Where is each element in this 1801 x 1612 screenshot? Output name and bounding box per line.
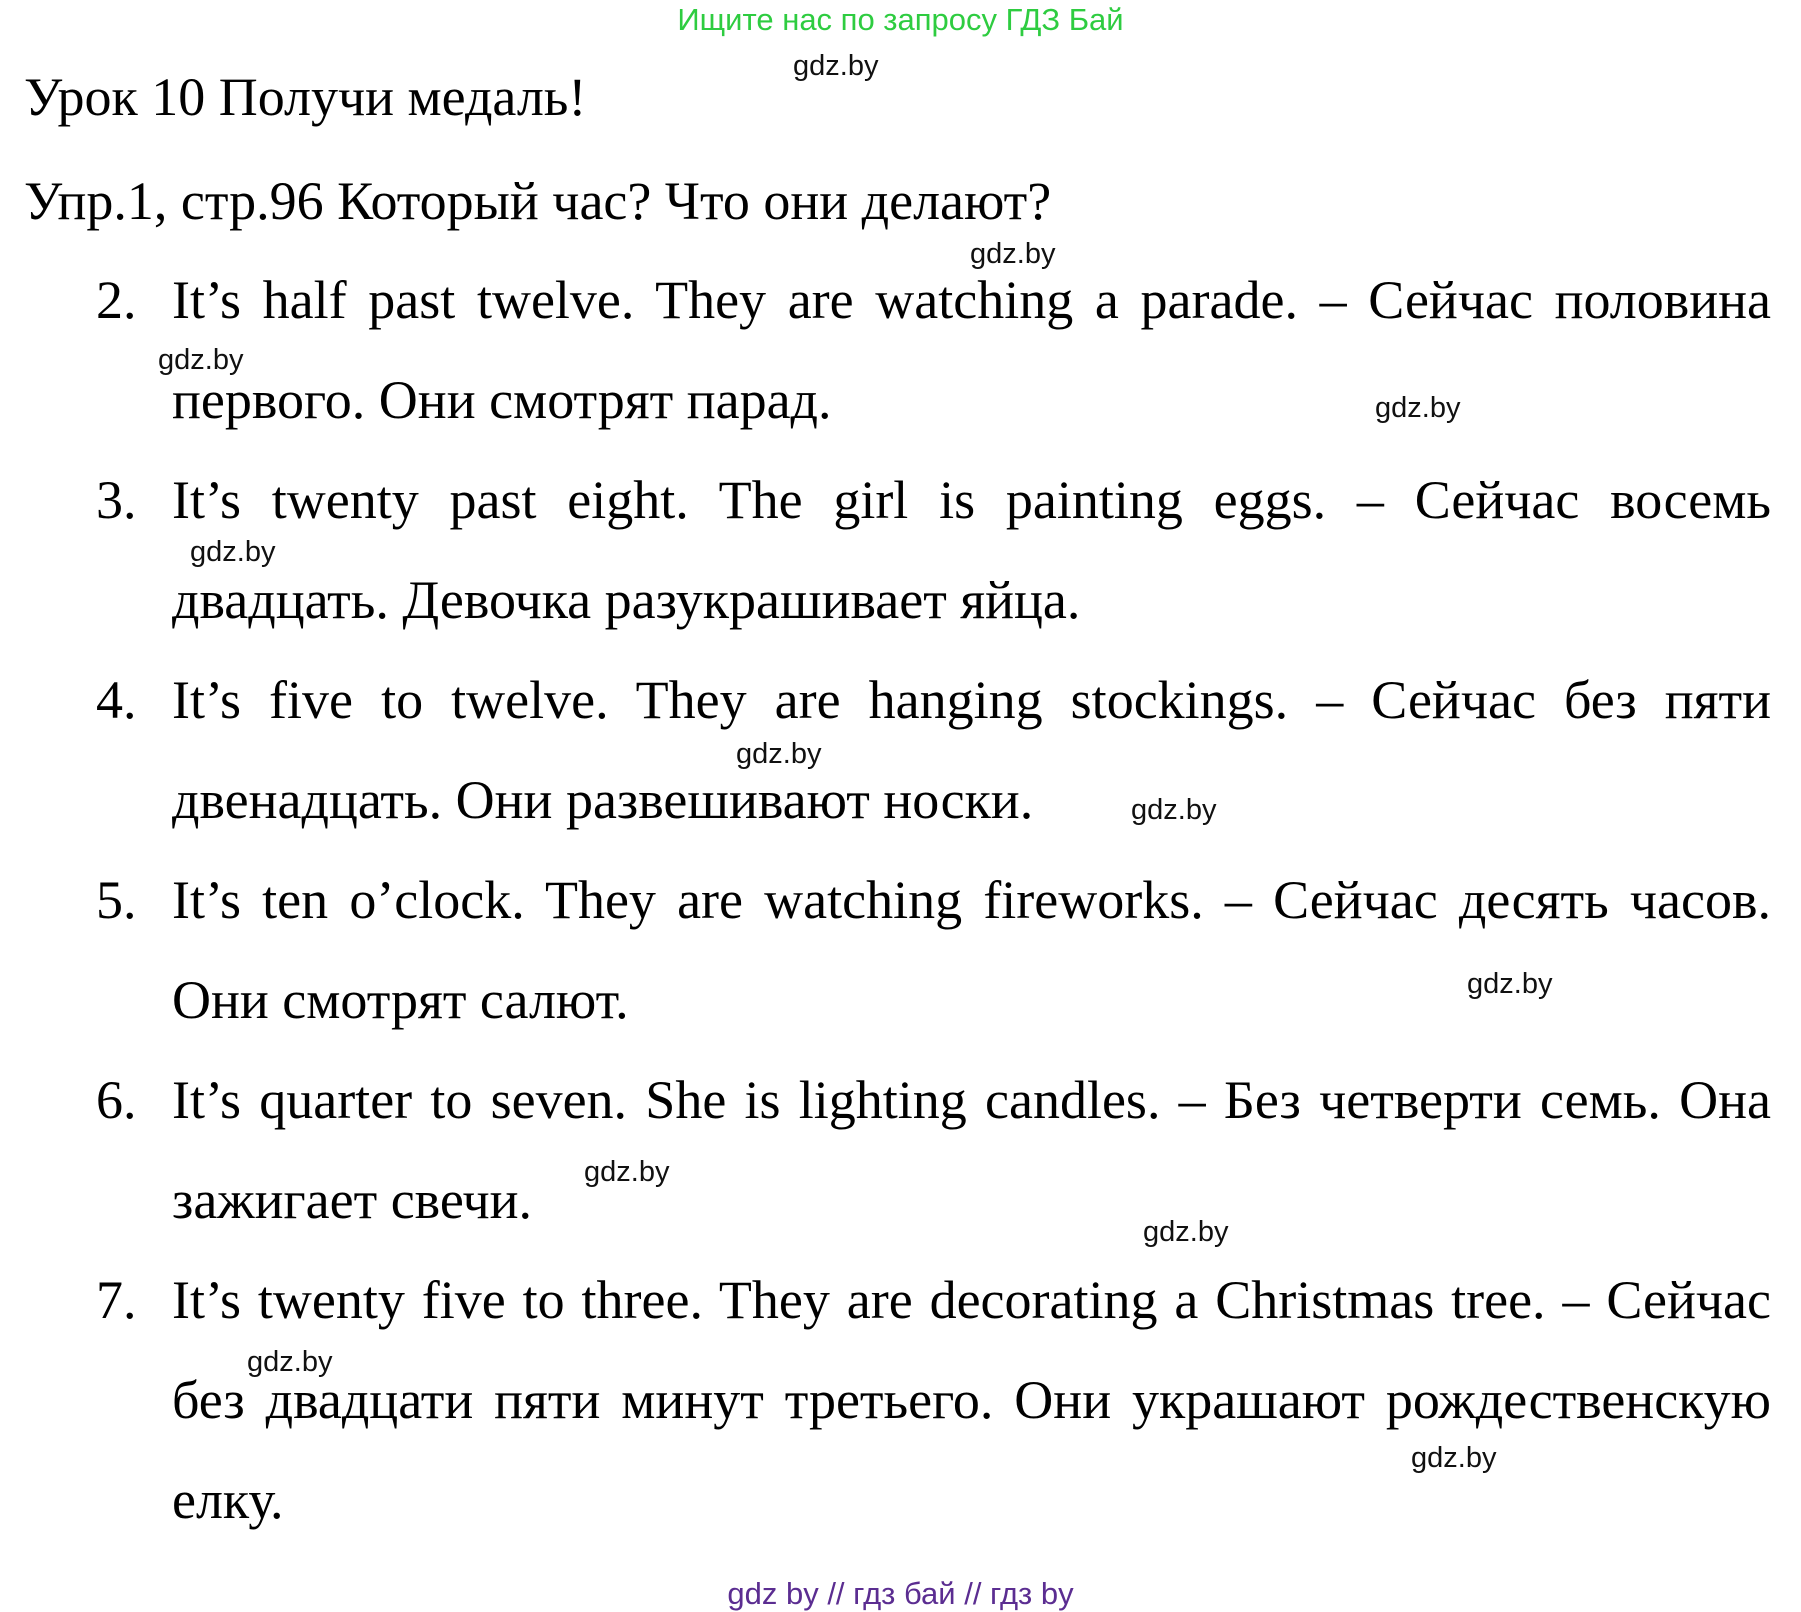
watermark: gdz.by bbox=[1143, 1216, 1229, 1248]
item-number: 3. bbox=[96, 470, 137, 530]
item-text: It’s twenty five to three. They are decorating a Christmas tree. – Сейчас без двадцати пяти минут третьего. Они украшают рождественскую елку. bbox=[172, 1270, 1771, 1530]
item-number: 2. bbox=[96, 270, 137, 330]
item-number: 7. bbox=[96, 1270, 137, 1330]
item-text: It’s ten o’clock. They are watching fireworks. – Сейчас десять часов. Они смотрят салют. bbox=[172, 870, 1771, 1030]
item-text: It’s twenty past eight. The girl is painting eggs. – Сейчас восемь двадцать. Девочка разукрашивает яйца. bbox=[172, 470, 1771, 630]
item-text: It’s half past twelve. They are watching a parade. – Сейчас половина первого. Они смотрят парад. bbox=[172, 270, 1771, 430]
watermark: gdz.by bbox=[1131, 794, 1217, 826]
lesson-title: Урок 10 Получи медаль! bbox=[24, 67, 587, 127]
watermark: gdz.by bbox=[584, 1156, 670, 1188]
watermark: gdz.by bbox=[1467, 968, 1553, 1000]
item-number: 5. bbox=[96, 870, 137, 930]
item-text: It’s five to twelve. They are hanging stockings. – Сейчас без пяти двенадцать. Они развешивают носки. bbox=[172, 670, 1771, 830]
watermark: gdz.by bbox=[970, 238, 1056, 270]
site-footer: gdz by // гдз бай // гдз by bbox=[727, 1576, 1074, 1611]
watermark: gdz.by bbox=[247, 1346, 333, 1378]
watermark: gdz.by bbox=[1375, 392, 1461, 424]
exercise-title: Упр.1, стр.96 Который час? Что они делают? bbox=[24, 171, 1052, 231]
watermark: gdz.by bbox=[158, 344, 244, 376]
item-number: 4. bbox=[96, 670, 137, 730]
watermark: gdz.by bbox=[190, 536, 276, 568]
watermark: gdz.by bbox=[1411, 1442, 1497, 1474]
item-text: It’s quarter to seven. She is lighting candles. – Без четверти семь. Она зажигает свечи. bbox=[172, 1070, 1771, 1230]
site-banner: Ищите нас по запросу ГДЗ Бай bbox=[677, 2, 1124, 37]
watermark: gdz.by bbox=[793, 50, 879, 82]
watermark: gdz.by bbox=[736, 738, 822, 770]
item-number: 6. bbox=[96, 1070, 137, 1130]
